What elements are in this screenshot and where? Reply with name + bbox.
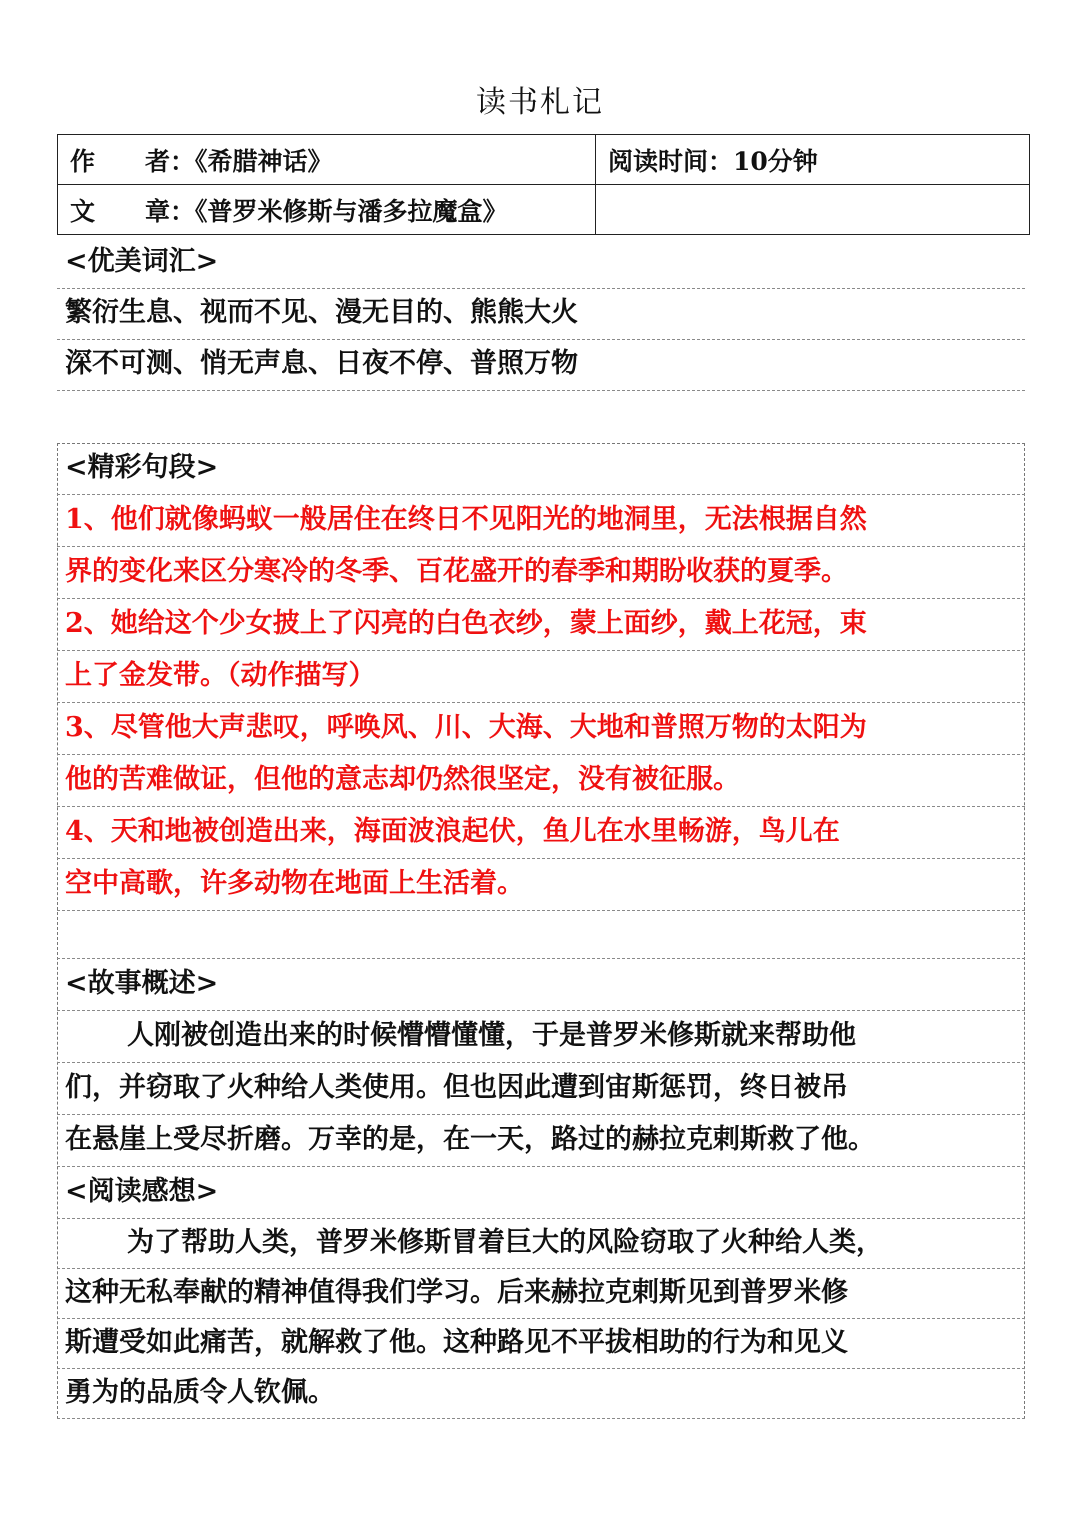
summary-line: 人刚被创造出来的时候懵懵懂懂，于是普罗米修斯就来帮助他	[57, 1011, 1025, 1063]
thoughts-line: 为了帮助人类，普罗米修斯冒着巨大的风险窃取了火种给人类，	[57, 1219, 1025, 1269]
sentence-line: 1、他们就像蚂蚁一般居住在终日不见阳光的地洞里，无法根据自然	[57, 495, 1025, 547]
sentence-line: 空中高歌，许多动物在地面上生活着。	[57, 859, 1025, 911]
info-table	[57, 134, 1030, 235]
sentence-line: 4、天和地被创造出来，海面波浪起伏，鱼儿在水里畅游，鸟儿在	[57, 807, 1025, 859]
sentences-heading: <精彩句段>	[57, 443, 1025, 495]
sentence-line: 2、她给这个少女披上了闪亮的白色衣纱，蒙上面纱，戴上花冠，束	[57, 599, 1025, 651]
info-row-author	[58, 135, 1030, 185]
info-row-article	[58, 185, 1030, 235]
author-cell	[58, 135, 596, 185]
sentence-line: 界的变化来区分寒冷的冬季、百花盛开的春季和期盼收获的夏季。	[57, 547, 1025, 599]
article-value: 《普罗米修斯与潘多拉魔盒》	[195, 196, 508, 226]
reading-time-label: 阅读时间：	[608, 146, 734, 176]
sentence-line: 上了金发带。（动作描写）	[57, 651, 1025, 703]
summary-heading: <故事概述>	[57, 959, 1025, 1011]
reading-time-value: 10分钟	[733, 146, 818, 176]
article-label: 文 章：	[70, 196, 196, 226]
author-label: 作 者：	[70, 146, 196, 176]
summary-line: 们，并窃取了火种给人类使用。但也因此遭到宙斯惩罚，终日被吊	[57, 1063, 1025, 1115]
thoughts-line: 这种无私奉献的精神值得我们学习。后来赫拉克剌斯见到普罗米修	[57, 1269, 1025, 1319]
empty-cell	[596, 185, 1030, 235]
blank-line	[57, 911, 1025, 959]
thoughts-line: 勇为的品质令人钦佩。	[57, 1369, 1025, 1419]
page-title: 读书札记	[476, 85, 604, 120]
summary-line: 在悬崖上受尽折磨。万幸的是，在一天，路过的赫拉克剌斯救了他。	[57, 1115, 1025, 1167]
thoughts-line: 斯遭受如此痛苦，就解救了他。这种路见不平拔相助的行为和见义	[57, 1319, 1025, 1369]
author-value: 《希腊神话》	[195, 146, 333, 176]
article-cell	[58, 185, 596, 235]
sentence-line: 他的苦难做证，但他的意志却仍然很坚定，没有被征服。	[57, 755, 1025, 807]
thoughts-heading: <阅读感想>	[57, 1167, 1025, 1219]
vocab-heading: <优美词汇>	[57, 238, 1025, 289]
sentence-line: 3、尽管他大声悲叹，呼唤风、川、大海、大地和普照万物的太阳为	[57, 703, 1025, 755]
vocab-line: 深不可测、悄无声息、日夜不停、普照万物	[57, 340, 1025, 391]
reading-time-cell	[596, 135, 1030, 185]
vocab-line: 繁衍生息、视而不见、漫无目的、熊熊大火	[57, 289, 1025, 340]
